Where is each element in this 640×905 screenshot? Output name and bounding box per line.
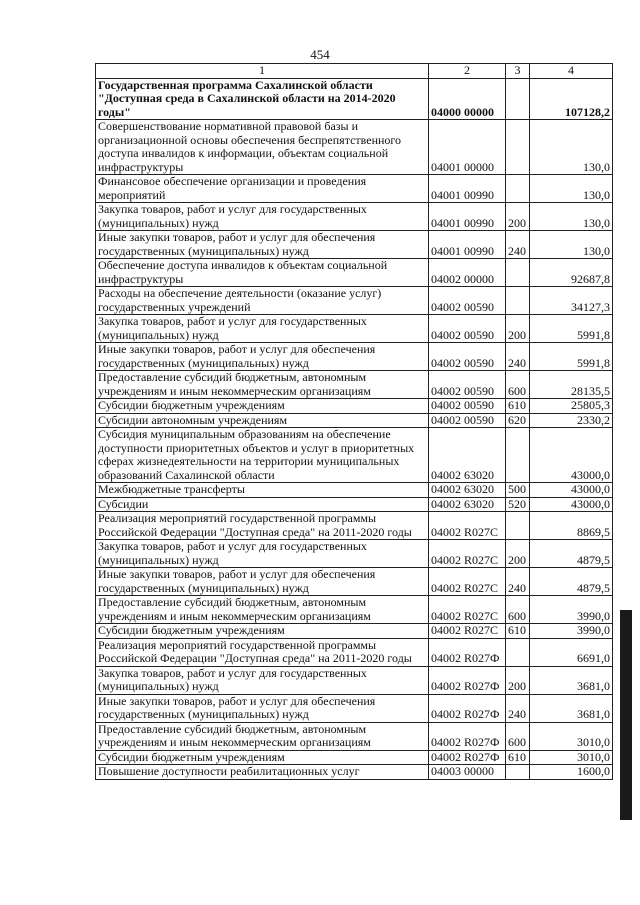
table-row: [96, 175, 613, 203]
row-code: 04002 00590: [429, 399, 506, 414]
row-expense-type: [506, 175, 530, 203]
row-code: 04002 00590: [429, 287, 506, 315]
row-expense-type: [506, 512, 530, 540]
row-name: Иные закупки товаров, работ и услуг для обеспечения государственных (муниципальных) нужд: [96, 694, 429, 722]
row-name: Государственная программа Сахалинской области "Доступная среда в Сахалинской области на 2014-2020 годы": [96, 78, 429, 120]
table-row: [96, 287, 613, 315]
row-name: Субсидии бюджетным учреждениям: [96, 624, 429, 639]
row-code: 04002 R027С: [429, 624, 506, 639]
row-amount: 3990,0: [530, 596, 613, 624]
table-row: [96, 343, 613, 371]
row-amount: 4879,5: [530, 540, 613, 568]
table-row: [96, 399, 613, 414]
row-name: Финансовое обеспечение организации и проведения мероприятий: [96, 175, 429, 203]
row-expense-type: 600: [506, 722, 530, 750]
column-header-4: 4: [530, 64, 613, 79]
row-code: 04002 R027С: [429, 512, 506, 540]
row-name: Иные закупки товаров, работ и услуг для обеспечения государственных (муниципальных) нужд: [96, 343, 429, 371]
row-name: Расходы на обеспечение деятельности (оказание услуг) государственных учреждений: [96, 287, 429, 315]
table-row: [96, 694, 613, 722]
row-name: Закупка товаров, работ и услуг для государственных (муниципальных) нужд: [96, 540, 429, 568]
row-amount: 3010,0: [530, 750, 613, 765]
scan-edge-mark: [620, 610, 632, 820]
row-expense-type: 200: [506, 666, 530, 694]
row-code: 04002 63020: [429, 428, 506, 483]
row-code: 04002 00590: [429, 315, 506, 343]
column-header-1: 1: [96, 64, 429, 79]
table-row: [96, 371, 613, 399]
row-amount: 43000,0: [530, 497, 613, 512]
row-name: Субсидии: [96, 497, 429, 512]
row-code: 04002 R027Ф: [429, 666, 506, 694]
table-row: [96, 750, 613, 765]
row-amount: 34127,3: [530, 287, 613, 315]
row-amount: 1600,0: [530, 765, 613, 780]
row-amount: 43000,0: [530, 483, 613, 498]
table-row: [96, 78, 613, 120]
row-name: Субсидии бюджетным учреждениям: [96, 399, 429, 414]
row-name: Предоставление субсидий бюджетным, автономным учреждениям и иным некоммерческим организациям: [96, 596, 429, 624]
row-expense-type: 500: [506, 483, 530, 498]
row-amount: 3681,0: [530, 694, 613, 722]
table-row: [96, 624, 613, 639]
row-name: Реализация мероприятий государственной программы Российской Федерации "Доступная среда" на 2011-2020 годы: [96, 638, 429, 666]
row-expense-type: [506, 765, 530, 780]
row-expense-type: [506, 259, 530, 287]
row-code: 04001 00990: [429, 231, 506, 259]
row-expense-type: 200: [506, 540, 530, 568]
row-code: 04003 00000: [429, 765, 506, 780]
table-row: [96, 231, 613, 259]
row-expense-type: [506, 120, 530, 175]
table-row: [96, 413, 613, 428]
row-expense-type: 240: [506, 231, 530, 259]
budget-table: [95, 63, 613, 780]
row-code: 04001 00990: [429, 175, 506, 203]
column-header-2: 2: [429, 64, 506, 79]
row-code: 04002 63020: [429, 497, 506, 512]
row-expense-type: [506, 638, 530, 666]
row-name: Иные закупки товаров, работ и услуг для обеспечения государственных (муниципальных) нужд: [96, 568, 429, 596]
row-code: 04002 R027С: [429, 540, 506, 568]
page-number: 454: [310, 47, 330, 62]
table-row: [96, 666, 613, 694]
row-code: 04002 00590: [429, 413, 506, 428]
table-row: [96, 315, 613, 343]
row-expense-type: 200: [506, 203, 530, 231]
row-code: 04002 63020: [429, 483, 506, 498]
row-amount: 28135,5: [530, 371, 613, 399]
table-row: [96, 568, 613, 596]
row-code: 04002 00000: [429, 259, 506, 287]
row-amount: 2330,2: [530, 413, 613, 428]
table-row: [96, 483, 613, 498]
row-code: 04002 R027С: [429, 596, 506, 624]
row-name: Субсидии автономным учреждениям: [96, 413, 429, 428]
table-row: [96, 259, 613, 287]
row-amount: 130,0: [530, 203, 613, 231]
row-name: Иные закупки товаров, работ и услуг для обеспечения государственных (муниципальных) нужд: [96, 231, 429, 259]
row-expense-type: [506, 287, 530, 315]
row-amount: 130,0: [530, 120, 613, 175]
row-name: Реализация мероприятий государственной программы Российской Федерации "Доступная среда" на 2011-2020 годы: [96, 512, 429, 540]
row-amount: 3990,0: [530, 624, 613, 639]
table-row: [96, 512, 613, 540]
row-amount: 92687,8: [530, 259, 613, 287]
row-expense-type: 610: [506, 399, 530, 414]
row-amount: 130,0: [530, 175, 613, 203]
row-name: Предоставление субсидий бюджетным, автономным учреждениям и иным некоммерческим организациям: [96, 371, 429, 399]
row-amount: 3010,0: [530, 722, 613, 750]
table-row: [96, 497, 613, 512]
row-amount: 107128,2: [530, 78, 613, 120]
row-expense-type: [506, 78, 530, 120]
row-expense-type: [506, 428, 530, 483]
row-code: 04002 00590: [429, 343, 506, 371]
table-row: [96, 120, 613, 175]
row-code: 04001 00000: [429, 120, 506, 175]
row-name: Субсидия муниципальным образованиям на обеспечение доступности приоритетных объектов и услуг в приоритетных сферах жизнедеятельности на территории муниципальных образований Сахалинской области: [96, 428, 429, 483]
row-expense-type: 240: [506, 694, 530, 722]
table-row: [96, 428, 613, 483]
row-name: Повышение доступности реабилитационных услуг: [96, 765, 429, 780]
column-header-3: 3: [506, 64, 530, 79]
row-expense-type: 600: [506, 596, 530, 624]
table-row: [96, 765, 613, 780]
row-name: Предоставление субсидий бюджетным, автономным учреждениям и иным некоммерческим организациям: [96, 722, 429, 750]
row-amount: 43000,0: [530, 428, 613, 483]
row-amount: 5991,8: [530, 343, 613, 371]
table-row: [96, 203, 613, 231]
row-code: 04002 R027Ф: [429, 750, 506, 765]
row-expense-type: 520: [506, 497, 530, 512]
table-row: [96, 722, 613, 750]
row-expense-type: 620: [506, 413, 530, 428]
row-name: Совершенствование нормативной правовой базы и организационной основы обеспечения беспрепятственного доступа инвалидов к информации, объектам социальной инфраструктуры: [96, 120, 429, 175]
row-name: Межбюджетные трансферты: [96, 483, 429, 498]
row-expense-type: 240: [506, 568, 530, 596]
row-expense-type: 240: [506, 343, 530, 371]
row-name: Закупка товаров, работ и услуг для государственных (муниципальных) нужд: [96, 203, 429, 231]
row-amount: 4879,5: [530, 568, 613, 596]
row-amount: 130,0: [530, 231, 613, 259]
row-code: 04002 R027Ф: [429, 694, 506, 722]
row-code: 04000 00000: [429, 78, 506, 120]
row-amount: 6691,0: [530, 638, 613, 666]
table-row: [96, 638, 613, 666]
row-code: 04002 R027Ф: [429, 638, 506, 666]
row-amount: 25805,3: [530, 399, 613, 414]
row-expense-type: 200: [506, 315, 530, 343]
row-amount: 3681,0: [530, 666, 613, 694]
row-expense-type: 600: [506, 371, 530, 399]
row-name: Закупка товаров, работ и услуг для государственных (муниципальных) нужд: [96, 315, 429, 343]
row-code: 04002 R027С: [429, 568, 506, 596]
row-name: Субсидии бюджетным учреждениям: [96, 750, 429, 765]
row-code: 04002 R027Ф: [429, 722, 506, 750]
row-code: 04002 00590: [429, 371, 506, 399]
row-expense-type: 610: [506, 624, 530, 639]
column-number-row: [96, 64, 613, 79]
row-amount: 8869,5: [530, 512, 613, 540]
row-code: 04001 00990: [429, 203, 506, 231]
row-name: Обеспечение доступа инвалидов к объектам социальной инфраструктуры: [96, 259, 429, 287]
row-expense-type: 610: [506, 750, 530, 765]
table-row: [96, 540, 613, 568]
row-amount: 5991,8: [530, 315, 613, 343]
row-name: Закупка товаров, работ и услуг для государственных (муниципальных) нужд: [96, 666, 429, 694]
table-row: [96, 596, 613, 624]
